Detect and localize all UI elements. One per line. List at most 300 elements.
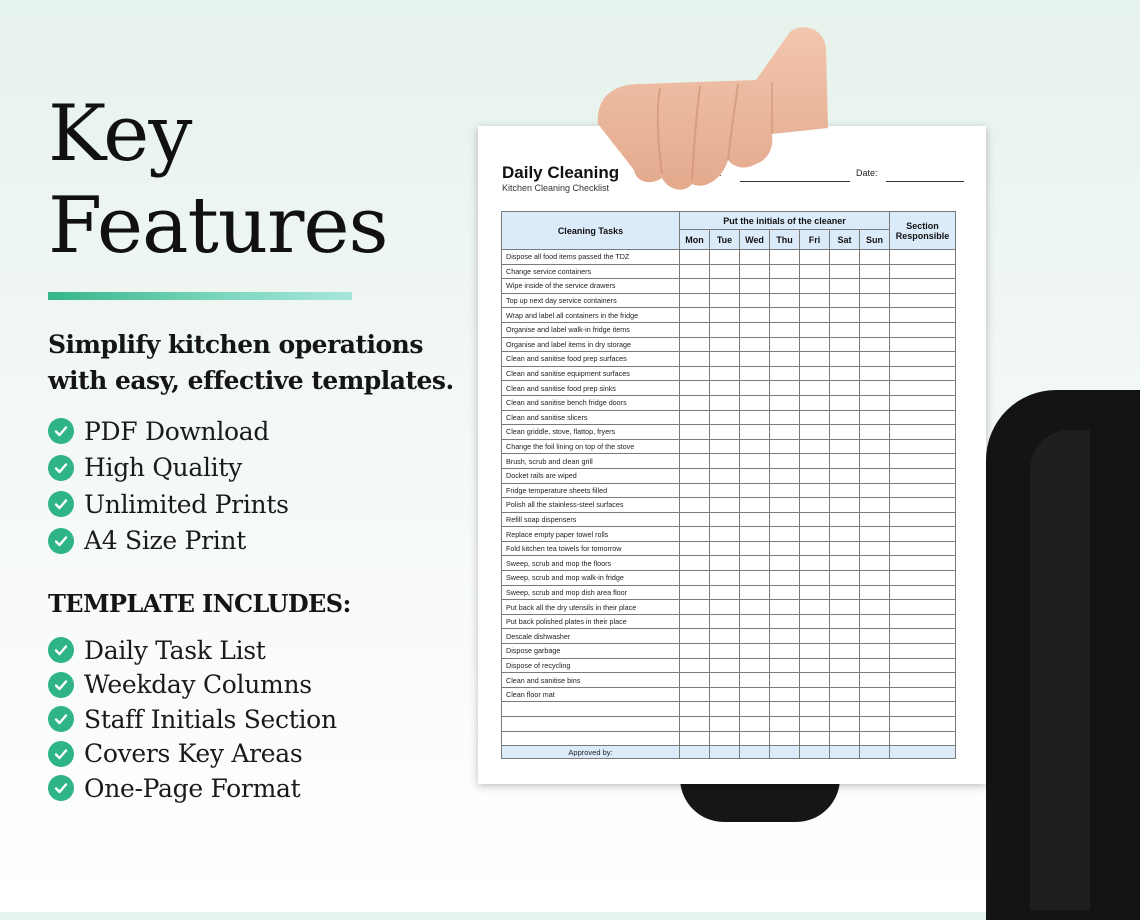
initials-cell[interactable] — [830, 585, 860, 600]
initials-cell[interactable] — [830, 439, 860, 454]
initials-cell[interactable] — [770, 454, 800, 469]
initials-cell[interactable] — [830, 454, 860, 469]
initials-cell[interactable] — [680, 483, 710, 498]
initials-cell[interactable] — [680, 352, 710, 367]
headline-line-1: Key — [48, 89, 192, 179]
table-row — [502, 658, 956, 673]
initials-cell[interactable] — [740, 600, 770, 615]
initials-cell[interactable] — [860, 571, 890, 586]
initials-cell[interactable] — [770, 614, 800, 629]
initials-cell[interactable] — [710, 614, 740, 629]
initials-cell[interactable] — [680, 731, 710, 746]
initials-cell[interactable] — [680, 687, 710, 702]
initials-cell[interactable] — [890, 644, 956, 659]
initials-cell[interactable] — [770, 395, 800, 410]
initials-cell[interactable] — [740, 541, 770, 556]
initials-cell[interactable] — [740, 395, 770, 410]
initials-cell[interactable] — [800, 687, 830, 702]
initials-cell[interactable] — [710, 352, 740, 367]
initials-cell[interactable] — [680, 410, 710, 425]
initials-cell[interactable] — [830, 541, 860, 556]
initials-cell[interactable] — [740, 498, 770, 513]
task-cell: Dispose of recycling — [502, 658, 680, 673]
initials-cell[interactable] — [830, 308, 860, 323]
initials-cell[interactable] — [680, 571, 710, 586]
initials-cell[interactable] — [800, 322, 830, 337]
table-row — [502, 702, 956, 717]
initials-cell[interactable] — [740, 322, 770, 337]
initials-cell[interactable] — [710, 717, 740, 732]
initials-cell[interactable] — [680, 337, 710, 352]
initials-cell[interactable] — [830, 644, 860, 659]
initials-cell[interactable] — [830, 498, 860, 513]
initials-cell[interactable] — [680, 629, 710, 644]
initials-cell[interactable] — [770, 381, 800, 396]
initials-cell[interactable] — [770, 658, 800, 673]
initials-cell[interactable] — [830, 352, 860, 367]
initials-cell[interactable] — [740, 264, 770, 279]
initials-cell[interactable] — [830, 717, 860, 732]
table-row — [502, 381, 956, 396]
initials-cell[interactable] — [740, 250, 770, 265]
initials-cell[interactable] — [710, 308, 740, 323]
initials-cell[interactable] — [680, 717, 710, 732]
initials-cell[interactable] — [890, 483, 956, 498]
initials-cell[interactable] — [680, 702, 710, 717]
initials-cell[interactable] — [800, 527, 830, 542]
initials-cell[interactable] — [860, 556, 890, 571]
initials-cell[interactable] — [680, 322, 710, 337]
feature-item-label: Unlimited Prints — [84, 489, 289, 519]
initials-cell[interactable] — [830, 702, 860, 717]
initials-cell[interactable] — [830, 600, 860, 615]
initials-cell[interactable] — [710, 395, 740, 410]
initials-cell[interactable] — [710, 454, 740, 469]
initials-cell[interactable] — [860, 614, 890, 629]
initials-cell[interactable] — [710, 556, 740, 571]
initials-cell[interactable] — [890, 410, 956, 425]
initials-cell[interactable] — [860, 512, 890, 527]
initials-cell[interactable] — [740, 687, 770, 702]
initials-cell[interactable] — [890, 585, 956, 600]
initials-cell[interactable] — [890, 322, 956, 337]
table-row — [502, 556, 956, 571]
initials-cell[interactable] — [890, 527, 956, 542]
initials-cell[interactable] — [800, 702, 830, 717]
initials-cell[interactable] — [680, 585, 710, 600]
initials-cell[interactable] — [770, 600, 800, 615]
initials-cell[interactable] — [800, 658, 830, 673]
initials-cell[interactable] — [770, 571, 800, 586]
initials-cell[interactable] — [860, 731, 890, 746]
initials-cell[interactable] — [890, 454, 956, 469]
task-cell: Put back polished plates in their place — [502, 614, 680, 629]
initials-cell[interactable] — [770, 673, 800, 688]
initials-cell[interactable] — [770, 731, 800, 746]
initials-cell[interactable] — [740, 717, 770, 732]
initials-cell[interactable] — [710, 644, 740, 659]
initials-cell[interactable] — [860, 279, 890, 294]
initials-cell[interactable] — [710, 527, 740, 542]
initials-cell[interactable] — [800, 439, 830, 454]
initials-cell[interactable] — [740, 629, 770, 644]
initials-cell[interactable] — [680, 556, 710, 571]
initials-cell[interactable] — [770, 293, 800, 308]
initials-cell[interactable] — [860, 498, 890, 513]
initials-cell[interactable] — [800, 614, 830, 629]
initials-cell[interactable] — [680, 468, 710, 483]
initials-cell[interactable] — [770, 322, 800, 337]
initials-cell[interactable] — [890, 250, 956, 265]
initials-cell[interactable] — [740, 527, 770, 542]
initials-cell[interactable] — [830, 571, 860, 586]
initials-cell[interactable] — [680, 395, 710, 410]
initials-cell[interactable] — [800, 425, 830, 440]
initials-cell[interactable] — [800, 468, 830, 483]
initials-cell[interactable] — [740, 308, 770, 323]
initials-cell[interactable] — [740, 673, 770, 688]
initials-cell[interactable] — [860, 366, 890, 381]
initials-cell[interactable] — [860, 644, 890, 659]
initials-cell[interactable] — [830, 381, 860, 396]
initials-cell[interactable] — [890, 571, 956, 586]
initials-cell[interactable] — [800, 556, 830, 571]
initials-cell[interactable] — [860, 687, 890, 702]
initials-cell[interactable] — [800, 731, 830, 746]
initials-cell[interactable] — [740, 702, 770, 717]
initials-cell[interactable] — [680, 673, 710, 688]
initials-cell[interactable] — [800, 250, 830, 265]
initials-cell[interactable] — [770, 279, 800, 294]
initials-cell[interactable] — [800, 483, 830, 498]
initials-cell[interactable] — [710, 279, 740, 294]
initials-cell[interactable] — [800, 600, 830, 615]
initials-cell[interactable] — [830, 468, 860, 483]
initials-cell[interactable] — [710, 483, 740, 498]
initials-cell[interactable] — [800, 395, 830, 410]
initials-cell[interactable] — [830, 527, 860, 542]
initials-cell[interactable] — [890, 717, 956, 732]
initials-cell[interactable] — [770, 541, 800, 556]
initials-cell[interactable] — [830, 410, 860, 425]
initials-cell[interactable] — [740, 352, 770, 367]
check-icon — [48, 455, 74, 481]
initials-cell[interactable] — [770, 702, 800, 717]
initials-cell[interactable] — [860, 673, 890, 688]
task-cell: Put back all the dry utensils in their place — [502, 600, 680, 615]
col-tasks-header: Cleaning Tasks — [502, 212, 680, 250]
initials-cell[interactable] — [740, 279, 770, 294]
initials-cell[interactable] — [680, 366, 710, 381]
initials-cell[interactable] — [890, 702, 956, 717]
initials-cell[interactable] — [830, 614, 860, 629]
initials-cell[interactable] — [800, 717, 830, 732]
initials-cell[interactable] — [830, 731, 860, 746]
initials-cell[interactable] — [680, 658, 710, 673]
initials-cell[interactable] — [710, 658, 740, 673]
initials-cell[interactable] — [890, 395, 956, 410]
initials-cell[interactable] — [800, 337, 830, 352]
initials-cell[interactable] — [770, 687, 800, 702]
initials-cell[interactable] — [740, 337, 770, 352]
check-icon — [48, 775, 74, 801]
initials-cell[interactable] — [800, 512, 830, 527]
initials-cell[interactable] — [680, 279, 710, 294]
initials-cell[interactable] — [830, 425, 860, 440]
initials-cell[interactable] — [710, 731, 740, 746]
table-row — [502, 454, 956, 469]
initials-cell[interactable] — [830, 293, 860, 308]
initials-cell[interactable] — [890, 264, 956, 279]
initials-cell[interactable] — [890, 279, 956, 294]
initials-cell[interactable] — [710, 468, 740, 483]
initials-cell[interactable] — [860, 337, 890, 352]
initials-cell[interactable] — [710, 250, 740, 265]
initials-cell[interactable] — [680, 498, 710, 513]
initials-cell[interactable] — [830, 322, 860, 337]
initials-cell[interactable] — [860, 250, 890, 265]
initials-cell[interactable] — [800, 673, 830, 688]
initials-cell[interactable] — [890, 337, 956, 352]
initials-cell[interactable] — [860, 308, 890, 323]
table-row — [502, 527, 956, 542]
initials-cell[interactable] — [860, 454, 890, 469]
initials-cell[interactable] — [680, 644, 710, 659]
includes-item-label: Daily Task List — [84, 635, 266, 665]
initials-cell[interactable] — [740, 468, 770, 483]
initials-cell[interactable] — [710, 366, 740, 381]
initials-cell[interactable] — [740, 425, 770, 440]
check-icon — [48, 637, 74, 663]
initials-cell[interactable] — [710, 629, 740, 644]
initials-cell[interactable] — [830, 337, 860, 352]
initials-cell[interactable] — [710, 687, 740, 702]
initials-cell[interactable] — [680, 541, 710, 556]
initials-cell[interactable] — [860, 717, 890, 732]
initials-cell[interactable] — [710, 512, 740, 527]
initials-cell[interactable] — [860, 483, 890, 498]
initials-cell[interactable] — [890, 425, 956, 440]
initials-cell[interactable] — [830, 395, 860, 410]
initials-cell[interactable] — [680, 250, 710, 265]
table-row — [502, 614, 956, 629]
initials-cell[interactable] — [710, 322, 740, 337]
initials-cell[interactable] — [860, 264, 890, 279]
initials-cell[interactable] — [800, 629, 830, 644]
initials-cell[interactable] — [890, 658, 956, 673]
initials-cell[interactable] — [890, 673, 956, 688]
initials-cell[interactable] — [860, 702, 890, 717]
task-cell: Clean and sanitise food prep sinks — [502, 381, 680, 396]
initials-cell[interactable] — [830, 556, 860, 571]
initials-cell[interactable] — [710, 600, 740, 615]
initials-cell[interactable] — [680, 614, 710, 629]
initials-cell[interactable] — [710, 337, 740, 352]
check-icon — [48, 491, 74, 517]
initials-cell[interactable] — [710, 293, 740, 308]
initials-cell[interactable] — [740, 483, 770, 498]
initials-cell[interactable] — [710, 702, 740, 717]
initials-cell[interactable] — [860, 658, 890, 673]
initials-cell[interactable] — [890, 614, 956, 629]
initials-cell[interactable] — [770, 527, 800, 542]
initials-cell[interactable] — [800, 410, 830, 425]
initials-cell[interactable] — [680, 454, 710, 469]
initials-cell[interactable] — [740, 512, 770, 527]
initials-cell[interactable] — [890, 629, 956, 644]
initials-cell[interactable] — [770, 512, 800, 527]
initials-cell[interactable] — [890, 352, 956, 367]
task-cell: Clean and sanitise equipment surfaces — [502, 366, 680, 381]
initials-cell[interactable] — [800, 454, 830, 469]
initials-cell[interactable] — [800, 352, 830, 367]
task-cell: Descale dishwasher — [502, 629, 680, 644]
initials-cell[interactable] — [860, 395, 890, 410]
date-label: Date: — [856, 168, 878, 178]
initials-cell[interactable] — [740, 556, 770, 571]
initials-cell[interactable] — [890, 556, 956, 571]
initials-cell[interactable] — [860, 352, 890, 367]
initials-cell[interactable] — [890, 498, 956, 513]
initials-cell[interactable] — [890, 541, 956, 556]
initials-cell[interactable] — [770, 717, 800, 732]
initials-cell[interactable] — [860, 381, 890, 396]
initials-cell[interactable] — [680, 425, 710, 440]
initials-cell[interactable] — [860, 600, 890, 615]
initials-cell[interactable] — [860, 322, 890, 337]
initials-cell[interactable] — [710, 673, 740, 688]
initials-cell[interactable] — [830, 673, 860, 688]
initials-cell[interactable] — [710, 439, 740, 454]
initials-cell[interactable] — [710, 410, 740, 425]
initials-cell[interactable] — [890, 293, 956, 308]
table-row — [502, 585, 956, 600]
initials-cell[interactable] — [800, 498, 830, 513]
initials-cell[interactable] — [680, 439, 710, 454]
initials-cell[interactable] — [770, 264, 800, 279]
initials-cell[interactable] — [770, 644, 800, 659]
initials-cell[interactable] — [800, 264, 830, 279]
initials-cell[interactable] — [890, 512, 956, 527]
initials-cell[interactable] — [890, 366, 956, 381]
initials-cell[interactable] — [740, 731, 770, 746]
initials-cell[interactable] — [770, 585, 800, 600]
initials-cell[interactable] — [740, 410, 770, 425]
initials-cell[interactable] — [740, 381, 770, 396]
initials-cell[interactable] — [770, 308, 800, 323]
initials-cell[interactable] — [710, 498, 740, 513]
initials-cell[interactable] — [770, 352, 800, 367]
initials-cell[interactable] — [740, 585, 770, 600]
initials-cell[interactable] — [890, 687, 956, 702]
initials-cell[interactable] — [890, 439, 956, 454]
initials-cell[interactable] — [890, 308, 956, 323]
initials-cell[interactable] — [800, 644, 830, 659]
initials-cell[interactable] — [740, 644, 770, 659]
initials-cell[interactable] — [890, 468, 956, 483]
initials-cell[interactable] — [800, 279, 830, 294]
initials-cell[interactable] — [830, 250, 860, 265]
table-row — [502, 731, 956, 746]
initials-cell[interactable] — [770, 337, 800, 352]
initials-cell[interactable] — [710, 381, 740, 396]
initials-cell[interactable] — [800, 541, 830, 556]
initials-cell[interactable] — [680, 512, 710, 527]
initials-cell[interactable] — [710, 541, 740, 556]
initials-cell[interactable] — [770, 366, 800, 381]
initials-cell[interactable] — [740, 454, 770, 469]
initials-cell[interactable] — [800, 366, 830, 381]
initials-cell[interactable] — [770, 556, 800, 571]
initials-cell[interactable] — [710, 425, 740, 440]
initials-cell[interactable] — [770, 468, 800, 483]
initials-cell[interactable] — [680, 600, 710, 615]
initials-cell[interactable] — [830, 264, 860, 279]
initials-cell[interactable] — [680, 527, 710, 542]
initials-cell[interactable] — [770, 498, 800, 513]
initials-cell[interactable] — [770, 439, 800, 454]
initials-cell[interactable] — [770, 425, 800, 440]
initials-cell[interactable] — [860, 439, 890, 454]
initials-cell[interactable] — [800, 293, 830, 308]
initials-cell[interactable] — [800, 308, 830, 323]
initials-cell[interactable] — [770, 250, 800, 265]
initials-cell[interactable] — [800, 585, 830, 600]
task-cell: Wrap and label all containers in the fridge — [502, 308, 680, 323]
initials-cell[interactable] — [740, 293, 770, 308]
initials-cell[interactable] — [740, 366, 770, 381]
initials-cell[interactable] — [890, 731, 956, 746]
initials-cell[interactable] — [710, 585, 740, 600]
initials-cell[interactable] — [680, 381, 710, 396]
initials-cell[interactable] — [830, 279, 860, 294]
initials-cell[interactable] — [860, 541, 890, 556]
initials-cell[interactable] — [860, 527, 890, 542]
initials-cell[interactable] — [830, 687, 860, 702]
initials-cell[interactable] — [830, 366, 860, 381]
initials-cell[interactable] — [860, 468, 890, 483]
initials-cell[interactable] — [890, 381, 956, 396]
initials-cell[interactable] — [680, 308, 710, 323]
initials-cell[interactable] — [800, 381, 830, 396]
initials-cell[interactable] — [830, 483, 860, 498]
initials-cell[interactable] — [710, 264, 740, 279]
initials-cell[interactable] — [770, 410, 800, 425]
initials-cell[interactable] — [860, 293, 890, 308]
initials-cell[interactable] — [890, 600, 956, 615]
initials-cell[interactable] — [740, 614, 770, 629]
day-header: Wed — [740, 230, 770, 250]
initials-cell[interactable] — [830, 658, 860, 673]
initials-cell[interactable] — [680, 293, 710, 308]
table-row — [502, 541, 956, 556]
initials-cell[interactable] — [770, 629, 800, 644]
initials-cell[interactable] — [740, 658, 770, 673]
initials-cell[interactable] — [770, 483, 800, 498]
initials-cell[interactable] — [830, 512, 860, 527]
initials-cell[interactable] — [830, 629, 860, 644]
day-header: Thu — [770, 230, 800, 250]
initials-cell[interactable] — [740, 571, 770, 586]
initials-cell[interactable] — [800, 571, 830, 586]
initials-cell[interactable] — [740, 439, 770, 454]
initials-cell[interactable] — [860, 585, 890, 600]
initials-cell[interactable] — [860, 410, 890, 425]
initials-cell[interactable] — [860, 629, 890, 644]
initials-cell[interactable] — [680, 264, 710, 279]
initials-cell[interactable] — [710, 571, 740, 586]
initials-cell[interactable] — [860, 425, 890, 440]
